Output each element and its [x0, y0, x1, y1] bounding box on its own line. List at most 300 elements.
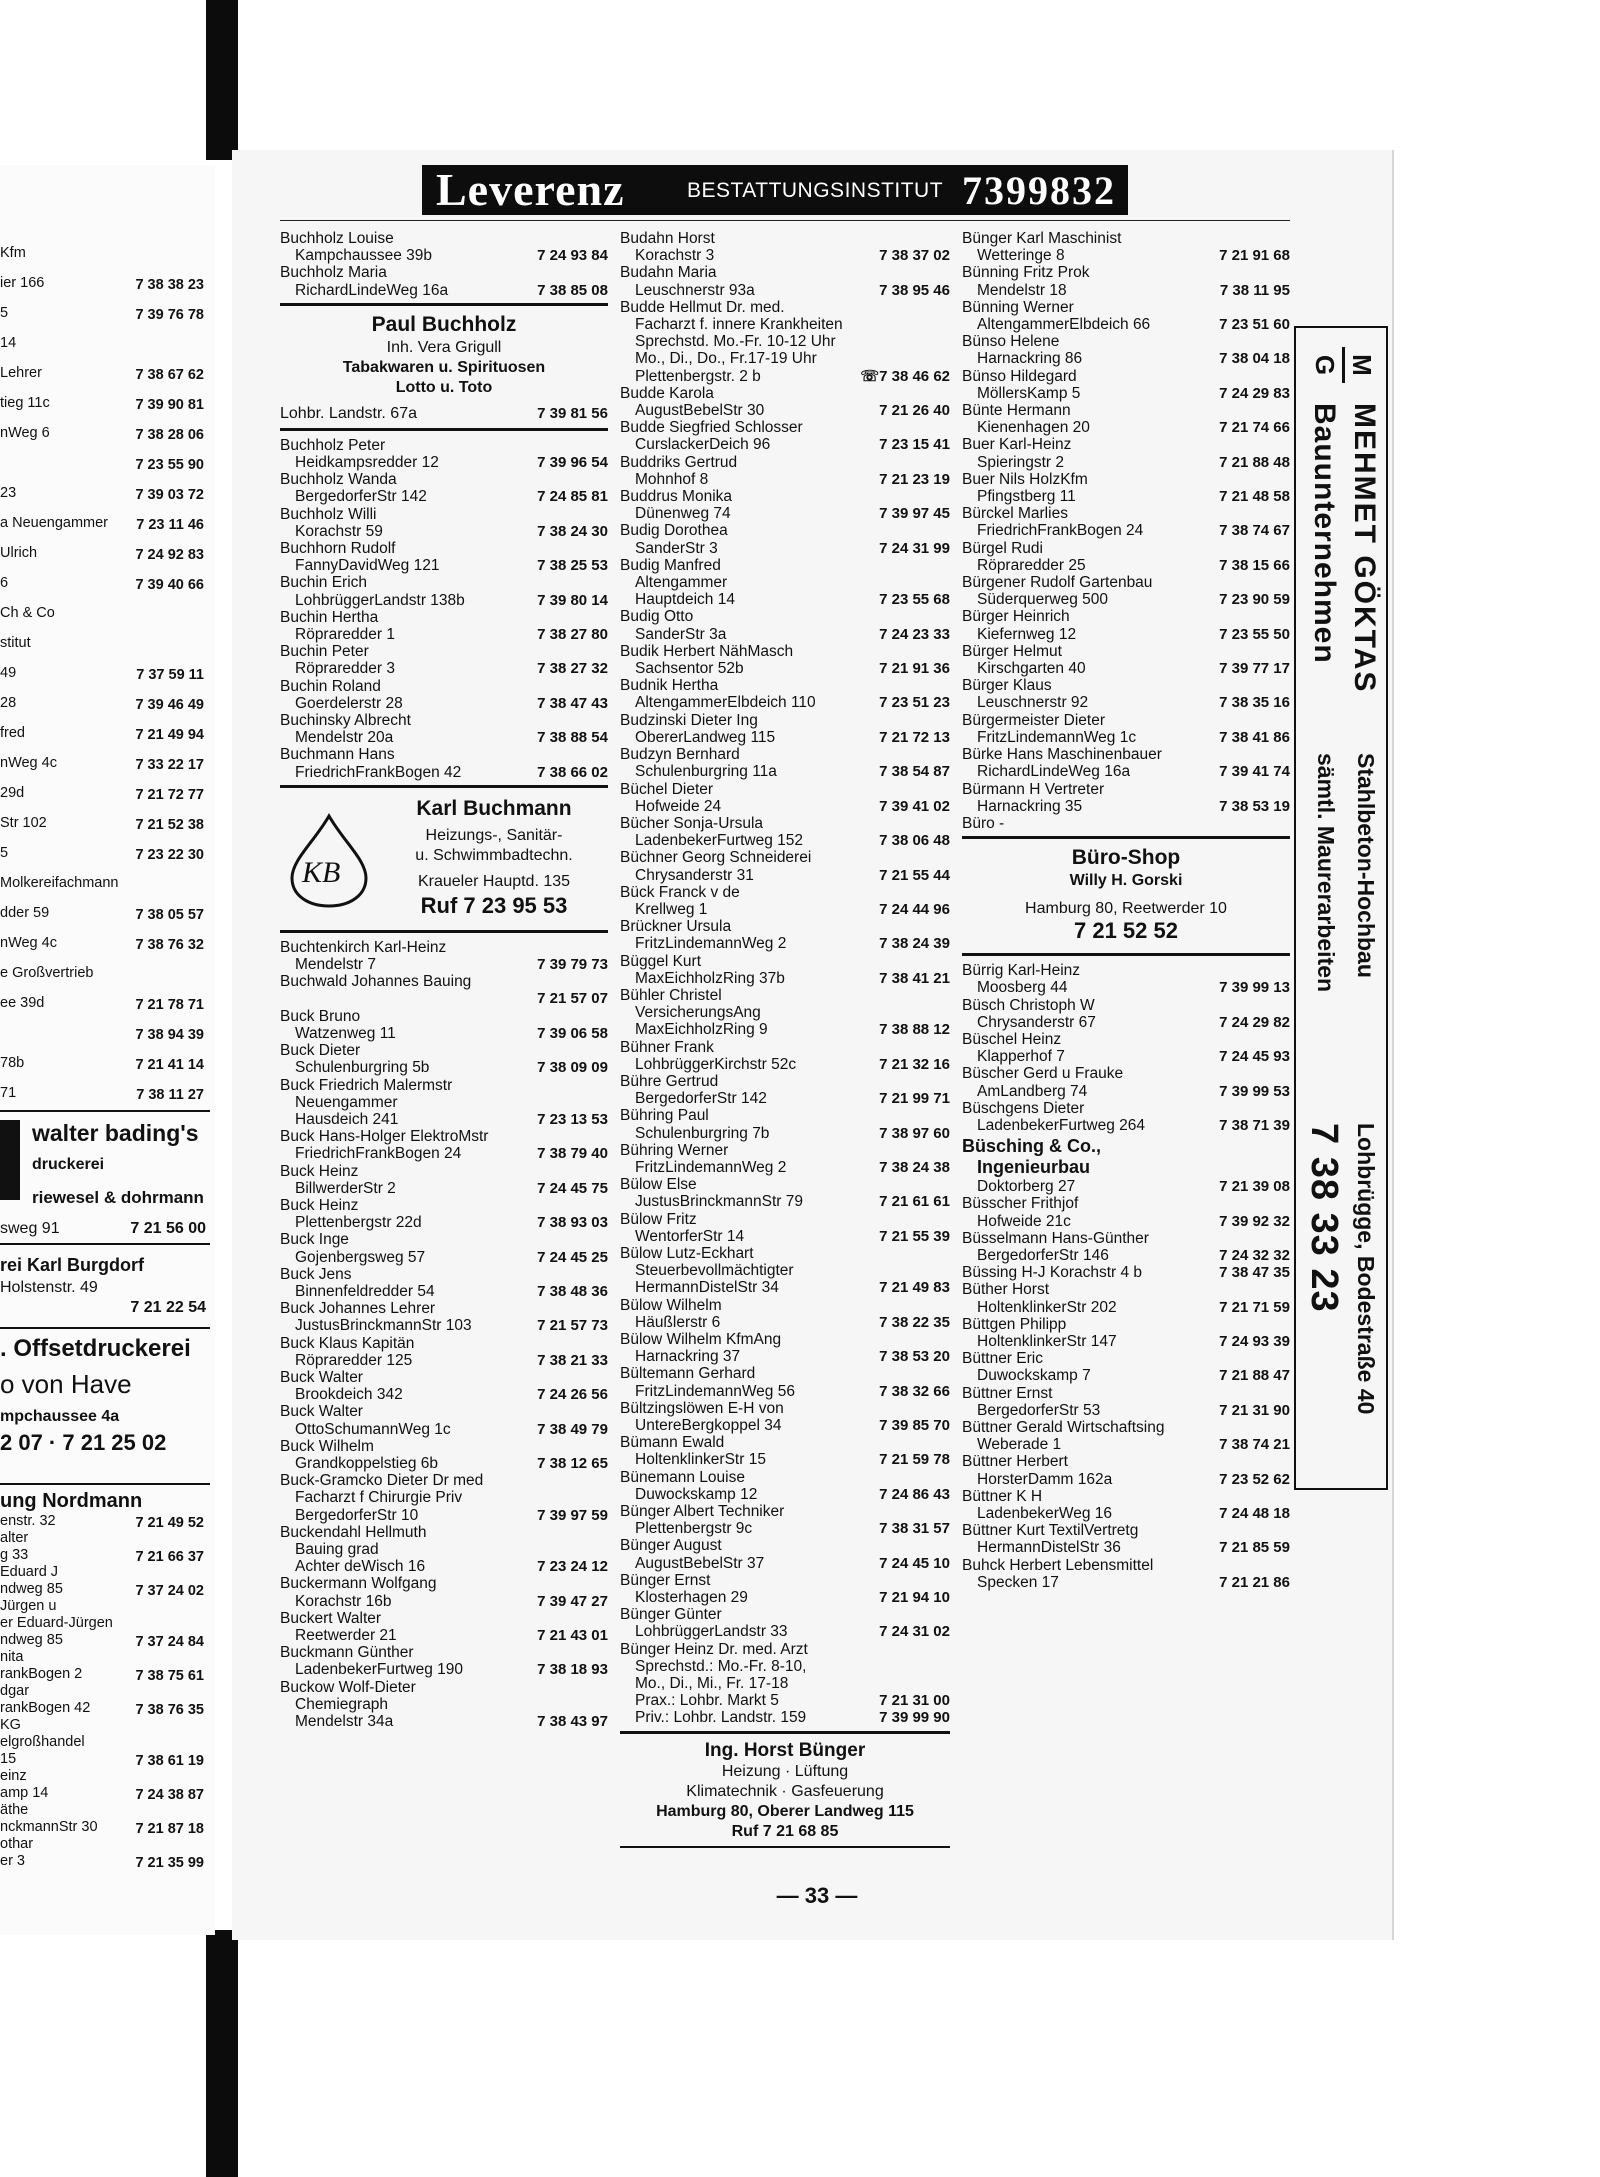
left-fragment-line [0, 905, 210, 935]
left-fragment-line [0, 665, 210, 695]
col3c-entries [962, 1195, 1290, 1591]
side-ad-line2: sämtl. Maurerarbeiten [1313, 753, 1339, 993]
entry-detail: Mendelstr 34a [295, 1713, 394, 1731]
entry-detail: AltengammerElbdeich 110 [635, 694, 816, 712]
entry-name: Bültemann Gerhard [620, 1365, 756, 1383]
entry-name: Buck Inge [280, 1231, 349, 1249]
entry-phone: 7 24 93 39 [1215, 1333, 1290, 1350]
listing-entry [620, 953, 950, 987]
entry-detail: Binnenfeldredder 54 [295, 1282, 435, 1300]
entry-name: Buck Friedrich Malermstr [280, 1076, 453, 1094]
entry-phone: 7 38 31 57 [875, 1520, 950, 1537]
col3b-entries [962, 962, 1290, 1134]
entry-phone: 7 24 44 96 [875, 901, 950, 918]
entry-phone: 7 38 43 97 [533, 1713, 608, 1730]
left-fragment-phone: 7 23 55 90 [135, 457, 204, 473]
entry-name: Budik Herbert NähMasch [620, 642, 794, 660]
left-fragment-text: er Eduard-Jürgen [0, 1615, 113, 1631]
listing-entry [620, 712, 950, 746]
entry-name: Bühring Paul [620, 1107, 709, 1125]
entry-name: Bünemann Louise [620, 1468, 745, 1486]
listing-entry [620, 264, 950, 298]
left-fragment-line [0, 245, 210, 275]
side-ad-goektas [1294, 326, 1388, 1490]
listing-entry [280, 1644, 608, 1678]
entry-name: Buddriks Gertrud [620, 453, 738, 471]
left-fragment-phone: 7 21 41 14 [135, 1057, 204, 1073]
entry-phone: 7 21 91 68 [1215, 247, 1290, 264]
listing-entry [280, 1610, 608, 1644]
entry-detail: BergedorferStr 142 [635, 1090, 767, 1108]
left-fragment-phone: 7 21 72 77 [135, 787, 204, 803]
entry-detail: AugustBebelStr 30 [635, 402, 765, 420]
entry-phone: 7 38 74 67 [1215, 522, 1290, 539]
entry-phone: 7 24 85 81 [533, 488, 608, 505]
left-fragment-line [0, 875, 210, 905]
entry-detail: FritzLindemannWeg 56 [635, 1382, 795, 1400]
entry-phone: 7 21 23 19 [875, 471, 950, 488]
entry-name: Buckermann Wolfgang [280, 1575, 437, 1593]
side-ad-logo-top: M [1347, 354, 1377, 376]
left-fragment-text: 15 [0, 1751, 17, 1767]
entry-detail: Mendelstr 7 [295, 956, 376, 974]
entry-name: Buchin Peter [280, 643, 369, 661]
left-fragment-text: g 33 [0, 1547, 29, 1563]
left-fragment-line [0, 935, 210, 965]
offset-title: . Offsetdruckerei [0, 1335, 191, 1362]
listing-entry [280, 1197, 608, 1231]
left-fragment-phone: 7 21 35 99 [135, 1855, 204, 1871]
listing-entry [962, 471, 1290, 505]
entry-phone: 7 38 41 21 [875, 970, 950, 987]
entry-phone: 7 38 47 43 [533, 695, 608, 712]
entry-phone: 7 38 97 60 [875, 1125, 950, 1142]
listing-entry [620, 815, 950, 849]
entry-name: Bünger Ernst [620, 1571, 711, 1589]
listing-entry [962, 1281, 1290, 1315]
entry-name: Bürger Klaus [962, 677, 1052, 695]
entry-phone: 7 23 15 41 [875, 436, 950, 453]
entry-name: Bünte Hermann [962, 402, 1071, 420]
entry-detail: Moosberg 44 [977, 979, 1068, 997]
listing-entry [962, 1065, 1290, 1099]
listing-entry [280, 1008, 608, 1042]
entry-detail: BergedorferStr 53 [977, 1401, 1101, 1419]
entry-detail: Klosterhagen 29 [635, 1589, 748, 1607]
left-fragment-text: tieg 11c [0, 395, 50, 411]
left-fragment-phone: 7 37 24 02 [135, 1583, 204, 1599]
entry-detail: Spieringstr 2 [977, 453, 1065, 471]
entry-name: Bülow Else [620, 1176, 697, 1194]
side-ad-name: MEHMET GÖKTAS [1348, 403, 1381, 694]
entry-name: Buckendahl Hellmuth [280, 1523, 427, 1541]
listing-entry [962, 230, 1290, 264]
left-fragment-phone: 7 38 11 27 [136, 1087, 204, 1103]
side-ad-line1: Stahlbeton-Hochbau [1353, 753, 1379, 978]
listing-entry [280, 1403, 608, 1437]
left-fragment-phone: 7 38 75 61 [135, 1668, 204, 1684]
entry-name: Büsch Christoph W [962, 996, 1095, 1014]
entry-name: Budahn Maria [620, 264, 717, 282]
offset-ad [0, 1335, 210, 1485]
entry-phone: 7 38 06 48 [875, 832, 950, 849]
entry-phone: 7 21 32 16 [875, 1056, 950, 1073]
entry-phone: 7 39 85 70 [875, 1417, 950, 1434]
entry-detail: Steuerbevollmächtigter [635, 1262, 794, 1280]
listing-entry [962, 643, 1290, 677]
left-fragment-text: nita [0, 1649, 24, 1665]
left-fragment-phone: 7 21 78 71 [135, 997, 204, 1013]
listing-entry [620, 1245, 950, 1297]
entry-detail: AmLandberg 74 [977, 1082, 1088, 1100]
nordmann-ad [0, 1490, 210, 1870]
left-fragment-line [0, 1836, 210, 1853]
header-brand: Leverenz [436, 164, 625, 215]
bading-sub2: riewesel & dohrmann [32, 1188, 204, 1207]
entry-phone: 7 38 35 16 [1215, 694, 1290, 711]
entry-name: Bünso Hildegard [962, 367, 1077, 385]
entry-name: Buchholz Wanda [280, 471, 397, 489]
ad-buenger-l1: Heizung · Lüftung [721, 1762, 849, 1780]
entry-detail: Chemiegraph [295, 1695, 389, 1713]
left-fragment-line [0, 335, 210, 365]
entry-detail: Sprechstd. Mo.-Fr. 10-12 Uhr [635, 333, 836, 351]
left-fragment-phone: 7 39 90 81 [135, 397, 204, 413]
left-fragment-phone: 7 38 76 32 [135, 937, 204, 953]
listing-entry [280, 1231, 608, 1265]
ad-buenger-l3: Hamburg 80, Oberer Landweg 115 [656, 1802, 914, 1820]
entry-name: Buckow Wolf-Dieter [280, 1678, 416, 1696]
listing-entry [620, 557, 950, 609]
entry-name: Budzinski Dieter Ing [620, 711, 758, 729]
entry-phone: ☏7 38 46 62 [856, 368, 950, 385]
entry-phone: 7 39 99 90 [879, 1709, 950, 1727]
listing-entry [280, 1438, 608, 1472]
entry-detail: Bauing grad [295, 1540, 379, 1558]
entry-phone: 7 38 24 39 [875, 935, 950, 952]
entry-detail: Kiefernweg 12 [977, 625, 1077, 643]
listing-entry [280, 1472, 608, 1524]
entry-phone: 7 38 74 21 [1215, 1436, 1290, 1453]
entry-detail: Plettenbergstr 9c [635, 1520, 753, 1538]
left-fragment-phone: 7 39 76 78 [135, 307, 204, 323]
left-fragment-text: Molkereifachmann [0, 875, 119, 891]
entry-detail: BergedorferStr 142 [295, 488, 427, 506]
entry-name: Buchinsky Albrecht [280, 712, 411, 730]
entry-phone: 7 39 99 13 [1215, 979, 1290, 996]
listing-entry [962, 1031, 1290, 1065]
left-fragment-text: 78b [0, 1055, 25, 1071]
side-ad-phone: 7 38 33 23 [1303, 1123, 1345, 1313]
listing-entry [962, 1453, 1290, 1487]
entry-phone: 7 24 31 99 [875, 540, 950, 557]
left-fragment-line [0, 1547, 210, 1564]
entry-name: Bühring Werner [620, 1141, 729, 1159]
entry-name: Buchwald Johannes Bauing [280, 973, 472, 991]
entry-phone: 7 38 21 33 [533, 1352, 608, 1369]
entry-phone: 7 21 72 13 [875, 729, 950, 746]
nordmann-title: ung Nordmann [0, 1490, 143, 1512]
entry-detail: WentorferStr 14 [635, 1227, 745, 1245]
listing-entry [620, 1469, 950, 1503]
entry-detail: Neuengammer [295, 1093, 398, 1111]
entry-detail: Röpraredder 25 [977, 556, 1086, 574]
entry-phone: 7 38 15 66 [1215, 557, 1290, 574]
left-fragment-line [0, 455, 210, 485]
listing-entry [280, 1369, 608, 1403]
bading-phone: 7 21 56 00 [130, 1220, 206, 1237]
entry-name: Buer Karl-Heinz [962, 436, 1072, 454]
entry-detail: FannyDavidWeg 121 [295, 557, 440, 575]
entry-phone: 7 38 11 95 [1216, 282, 1290, 299]
entry-phone: 7 38 04 18 [1215, 350, 1290, 367]
entry-line: Prax.: Lohbr. Markt 5 [635, 1692, 779, 1710]
entry-name: Buchholz Peter [280, 436, 386, 454]
entry-phone: 7 23 90 59 [1215, 591, 1290, 608]
ad-karl-buchmann [280, 794, 608, 926]
entry-detail: Plettenbergstr. 2 b [635, 367, 761, 385]
entry-detail: FritzLindemannWeg 1c [977, 728, 1137, 746]
entry-phone: 7 38 22 35 [875, 1314, 950, 1331]
entry-detail: Kienenhagen 20 [977, 419, 1090, 437]
entry-detail: LohbrüggerLandstr 33 [635, 1623, 788, 1641]
entry-detail: Heidkampsredder 12 [295, 454, 439, 472]
entry-detail: JustusBrinckmannStr 103 [295, 1317, 472, 1335]
listing-entry [962, 608, 1290, 642]
entry-phone: 7 38 25 53 [533, 557, 608, 574]
entry-detail: BillwerderStr 2 [295, 1179, 396, 1197]
left-fragment-line [0, 605, 210, 635]
listing-entry [280, 1300, 608, 1334]
left-fragment-line [0, 1666, 210, 1683]
entry-phone: 7 38 48 36 [533, 1283, 608, 1300]
entry-name: Buchholz Willi [280, 505, 377, 523]
listing-entry [280, 1524, 608, 1576]
listing-entry [280, 1128, 608, 1162]
left-fragment-text: amp 14 [0, 1785, 49, 1801]
entry-detail: Pfingstberg 11 [977, 488, 1076, 506]
listing-entry [280, 1575, 608, 1609]
entry-name: Büsscher Frithjof [962, 1195, 1079, 1213]
listing-entry [280, 264, 608, 298]
offset-phone: 2 07 · 7 21 25 02 [0, 1430, 167, 1455]
entry-phone: 7 23 51 23 [875, 694, 950, 711]
entry-phone: 7 38 27 32 [533, 660, 608, 677]
left-fragment-phone: 7 21 66 37 [135, 1549, 204, 1565]
entry-name: Buck Wilhelm [280, 1437, 374, 1455]
left-fragment-text: nWeg 4c [0, 935, 57, 951]
listing-entry [620, 1211, 950, 1245]
left-fragment-line [0, 1700, 210, 1717]
left-fragment-text: stitut [0, 635, 31, 651]
entry-detail: Achter deWisch 16 [295, 1558, 426, 1576]
entry-detail: Goerdelerstr 28 [295, 694, 403, 712]
entry-name: Bürmann H Vertreter [962, 780, 1105, 798]
ad-buchmann-title: Karl Buchmann [416, 796, 572, 820]
listing-entry [962, 402, 1290, 436]
listing-entry [280, 1042, 608, 1076]
listing-entry [962, 1195, 1290, 1229]
entry-name: Bürger Helmut [962, 642, 1062, 660]
left-fragment-line [0, 1615, 210, 1632]
entry-phone: 7 38 93 03 [533, 1214, 608, 1231]
entry-phone: 7 21 43 01 [533, 1627, 608, 1644]
left-fragment-line [0, 755, 210, 785]
entry-detail: FriedrichFrankBogen 24 [295, 1145, 462, 1163]
entry-name: Buck Heinz [280, 1162, 359, 1180]
page-number: — 33 — [776, 1883, 858, 1908]
listing-entry [620, 1142, 950, 1176]
spine-bottom [206, 1930, 238, 2177]
entry-detail: HoltenklinkerStr 202 [977, 1298, 1117, 1316]
column-1 [280, 230, 608, 1730]
left-fragment-line [0, 1564, 210, 1581]
left-fragment-text: a Neuengammer [0, 515, 108, 531]
left-fragment-line [0, 395, 210, 425]
entry-detail: BergedorferStr 146 [977, 1246, 1109, 1264]
left-fragment-text: er 3 [0, 1853, 25, 1869]
bading-addr: sweg 91 [0, 1220, 60, 1237]
col2-rule-1 [620, 1731, 950, 1734]
left-fragment-phone: 7 23 22 30 [135, 847, 204, 863]
entry-phone: 7 38 09 09 [533, 1059, 608, 1076]
bading-ad [0, 1120, 210, 1270]
listing-entry [962, 436, 1290, 470]
entry-phone: 7 39 79 73 [533, 956, 608, 973]
left-fragment-text: Eduard J [0, 1564, 59, 1580]
entry-name: Buer Nils HolzKfm [962, 470, 1088, 488]
left-fragment-line [0, 1683, 210, 1700]
listing-entry [620, 522, 950, 556]
left-fragment-phone: 7 21 49 94 [135, 727, 204, 743]
listing-entry [962, 1488, 1290, 1522]
listing-entry [962, 505, 1290, 539]
left-fragment-phone: 7 38 38 23 [135, 277, 204, 293]
entry-name: Budnik Hertha [620, 677, 719, 695]
entry-phone: 7 24 48 18 [1215, 1505, 1290, 1522]
entry-detail: HoltenklinkerStr 147 [977, 1332, 1117, 1350]
buchmann-logo-text: KB [302, 855, 341, 889]
listing-entry [280, 746, 608, 780]
left-fragment-line [0, 635, 210, 665]
ad-buchholz-phone: 7 39 81 56 [537, 404, 608, 422]
listing-entry [962, 299, 1290, 333]
left-fragment-line [0, 995, 210, 1025]
listing-entry [962, 333, 1290, 367]
entry-name: Buchin Roland [280, 677, 381, 695]
entry-phone: 7 38 18 93 [533, 1661, 608, 1678]
left-rule [0, 1110, 210, 1112]
ad-buenger-l2: Klimatechnik · Gasfeuerung [686, 1782, 884, 1800]
entry-detail: SanderStr 3 [635, 539, 718, 557]
entry-name: Bünger August [620, 1537, 722, 1555]
entry-name: Buchmann Hans [280, 746, 395, 764]
entry-name: Budig Dorothea [620, 522, 728, 540]
col2a-entries [620, 230, 950, 1641]
left-fragment-text: rankBogen 42 [0, 1700, 91, 1716]
entry-phone: 7 21 57 73 [533, 1317, 608, 1334]
listing-entry [620, 677, 950, 711]
listing-entry [280, 1335, 608, 1369]
entry-name: Buchin Hertha [280, 608, 379, 626]
entry-name: Brückner Ursula [620, 918, 732, 936]
left-fragment-text: nWeg 6 [0, 425, 50, 441]
entry-name: Büttner Ernst [962, 1384, 1053, 1402]
entry-phone: 7 21 88 48 [1215, 454, 1290, 471]
entry-name: Budde Hellmut Dr. med. [620, 298, 785, 316]
entry-phone: 7 38 53 19 [1215, 798, 1290, 815]
col1-rule-3 [280, 785, 608, 788]
spine-top [206, 0, 238, 160]
left-fragment-line [0, 515, 210, 545]
entry-phone: 7 24 45 10 [875, 1555, 950, 1572]
entry-name: Büggel Kurt [620, 952, 701, 970]
entry-detail: Facharzt f Chirurgie Priv [295, 1489, 463, 1507]
entry-detail: Altengammer [635, 574, 728, 592]
entry-phone: 7 39 92 32 [1215, 1213, 1290, 1230]
left-fragment-line [0, 1598, 210, 1615]
left-fragment-line [0, 965, 210, 995]
entry-phone: 7 38 12 65 [533, 1455, 608, 1472]
bading-title: walter bading's [32, 1120, 199, 1146]
left-fragment-phone: 7 21 52 38 [135, 817, 204, 833]
column-3 [962, 230, 1290, 1591]
entry-detail: RichardLindeWeg 16a [977, 763, 1131, 781]
left-fragment-text: 71 [0, 1085, 17, 1101]
left-fragment-line [0, 1751, 210, 1768]
col1-rule-1 [280, 303, 608, 306]
left-fragment-line [0, 305, 210, 335]
entry-detail: Mohnhof 8 [635, 470, 709, 488]
left-fragment-text: Ulrich [0, 545, 38, 561]
listing-entry [962, 962, 1290, 996]
left-fragment-text: ndweg 85 [0, 1632, 63, 1648]
entry-detail: HermannDistelStr 34 [635, 1279, 779, 1297]
listing-entry [280, 939, 608, 973]
entry-detail: HoltenklinkerStr 15 [635, 1451, 766, 1469]
entry-phone: 7 38 47 35 [1215, 1264, 1290, 1281]
entry-name: Buck Walter [280, 1368, 363, 1386]
entry-line: Doktorberg 27 [977, 1178, 1076, 1196]
entry-detail: Mendelstr 18 [977, 281, 1067, 299]
left-fragment-line [0, 485, 210, 515]
entry-name: Büchel Dieter [620, 780, 714, 798]
listing-entry [962, 574, 1290, 608]
entry-detail: Röpraredder 3 [295, 660, 395, 678]
left-fragment-text: nckmannStr 30 [0, 1819, 98, 1835]
entry-detail: VersicherungsAng [635, 1004, 761, 1022]
entry-name: Budde Karola [620, 384, 714, 402]
listing-entry [962, 1230, 1290, 1264]
entry-detail: Specken 17 [977, 1573, 1059, 1591]
entry-phone: 7 38 88 54 [533, 729, 608, 746]
entry-name: Buck Klaus Kapitän [280, 1334, 415, 1352]
left-fragment-text: einz [0, 1768, 27, 1784]
left-fragment-line [0, 1055, 210, 1085]
entry-name: Bünger Günter [620, 1606, 722, 1624]
entry-phone: 7 21 55 39 [875, 1228, 950, 1245]
left-fragment-text: äthe [0, 1802, 29, 1818]
entry-phone: 7 21 59 78 [875, 1451, 950, 1468]
listing-entry [962, 677, 1290, 711]
listing-entry [620, 1365, 950, 1399]
entry-name: Buck Heinz [280, 1196, 359, 1214]
listing-entry [962, 1100, 1290, 1134]
left-fragment-phone: 7 24 92 83 [135, 547, 204, 563]
entry-name: Büchner Georg Schneiderei [620, 849, 812, 867]
entry-name: Büttner Kurt TextilVertretg [962, 1522, 1139, 1540]
listing-entry [620, 781, 950, 815]
